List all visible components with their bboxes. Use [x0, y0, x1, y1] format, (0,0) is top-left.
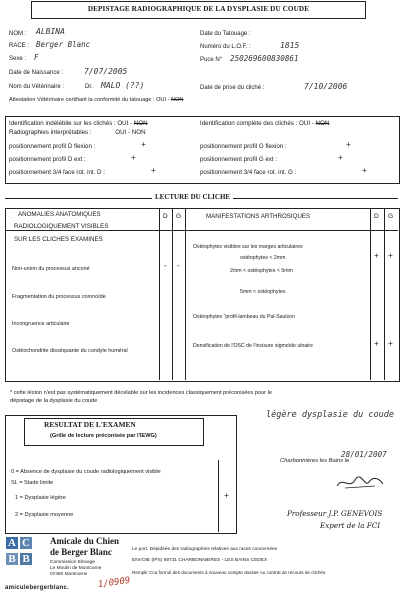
- race-value: Berger Blanc: [36, 40, 91, 49]
- logo-line1: Amicale du Chien: [50, 536, 120, 546]
- prise-label: Date de prise du cliché :: [200, 85, 265, 91]
- pos-left-value: +: [141, 140, 146, 149]
- signature-scribble: [335, 474, 385, 492]
- right-row-label: Ostéophytes "profil-lambeau du Pal-Saulson: [193, 314, 295, 320]
- right-row-label: Densification de l'OSC de l'incisure sigmoïde ulnaire: [193, 343, 313, 349]
- veterinaire-prefix: Dr.: [85, 84, 93, 90]
- header-divider: [5, 230, 398, 231]
- left-row-label: Ostéochondrite disséquante du condyle huméral: [12, 348, 128, 354]
- left-row-label: Fragmentation du processus coronoïde: [12, 294, 106, 300]
- lof-label: Numéro du L.O.F. :: [200, 44, 251, 50]
- interpretables-text: Radiographies interprétables :: [9, 129, 92, 136]
- col-divider-mid: [185, 208, 186, 380]
- lecture-heading: LECTURE DU CLICHE: [152, 193, 233, 201]
- ident-indelebile-text: Identification indélébile sur les clichés : OUI -: [9, 120, 133, 127]
- col-divider-right-g: [384, 208, 385, 380]
- pos-left-value: +: [131, 153, 136, 162]
- attestation-label: [9, 97, 183, 103]
- pos-left-label: positionnement 3/4 face rot. int. D :: [9, 169, 105, 176]
- right-row-label: 5mm < ostéophytes: [240, 289, 286, 295]
- right-row-g: +: [388, 339, 393, 348]
- nom-value: ALBINA: [36, 27, 65, 36]
- pos-left-row: [9, 143, 95, 150]
- footer-line2: ENVOIE (IPS) 69731 CHARBONNIERES - LES BAINS CEDEX: [132, 558, 268, 563]
- pos-right-row: [200, 143, 287, 150]
- footer-line3: Remplir Cca formul des documents à nouveau compte dossier ou contrat de recours de clichés: [132, 570, 326, 575]
- pos-left-label: positionnement profil D flexion :: [9, 143, 96, 150]
- right-row-label: 2mm < ostéophytes < 5mm: [230, 268, 293, 274]
- ident-complete-strike: NON: [315, 120, 330, 127]
- logo-sub3: 07450 Montcorne: [50, 572, 88, 577]
- resultat-item: SL = Stade limite: [11, 480, 54, 486]
- club-logo: [4, 535, 46, 583]
- attestation-value: NON: [171, 97, 184, 103]
- pos-right-value: +: [346, 140, 351, 149]
- col-divider-right-d: [370, 208, 371, 380]
- page-title: DEPISTAGE RADIOGRAPHIQUE DE LA DYSPLASIE DU COUDE: [87, 5, 310, 13]
- pos-right-label: positionnement profil G ext :: [200, 156, 278, 163]
- left-header-2: RADIOLOGIQUEMENT VISIBLES: [14, 223, 109, 230]
- naissance-value: 7/07/2005: [84, 67, 128, 76]
- sexe-label: Sexe :: [9, 56, 27, 62]
- col-divider-left-g: [172, 208, 173, 380]
- prise-value: 7/10/2006: [304, 82, 348, 91]
- pos-left-row: [9, 169, 105, 176]
- signature-name: Professeur J.P. GENEVOIS: [287, 509, 383, 518]
- logo-tile-b2: B: [20, 553, 32, 565]
- ident-complete-text: Identification complète des clichés : OUI -: [200, 120, 314, 127]
- handwritten-diagnosis: légère dysplasie du coude: [266, 410, 394, 420]
- pos-left-label: positionnement profil D ext :: [9, 156, 86, 163]
- signature-title: Expert de la FCI: [320, 521, 381, 530]
- left-row-label: Incongruence articulaire: [12, 321, 70, 327]
- logo-line2: de Berger Blanc: [50, 547, 112, 557]
- left-row-g: -: [176, 261, 181, 270]
- interpretables-value: OUI - NON: [115, 129, 146, 136]
- tatouage-label: Date du Tatouage :: [200, 31, 251, 37]
- logo-sub1: Commission Elevage: [50, 560, 96, 565]
- col-g-header: G: [176, 213, 182, 220]
- signature-date: 28/01/2007: [341, 450, 387, 459]
- footnote-line2: dépistage de la dysplasie du coude: [10, 398, 98, 404]
- ident-indelebile: [9, 120, 148, 127]
- interpretables: [9, 129, 146, 136]
- right-row-label: ostéophytes < 2mm: [240, 255, 286, 261]
- right-row-d: +: [374, 251, 379, 260]
- naissance-label: Date de Naissance :: [9, 70, 64, 76]
- lof-value: 1815: [280, 41, 300, 50]
- col-d-header: D: [163, 213, 168, 220]
- ident-complete: [200, 120, 329, 127]
- pos-right-row: [200, 156, 277, 163]
- pos-right-value: +: [338, 153, 343, 162]
- pos-left-value: +: [151, 166, 156, 175]
- left-row-label: Non-union du processus anconé: [12, 266, 90, 272]
- logo-tile-c: C: [20, 537, 32, 549]
- footnote-line1: * cette lésion n'est pas systématiquement décelable sur les incidences classiquement préconisées pour le: [10, 390, 272, 396]
- logo-tile-b1: B: [6, 553, 18, 565]
- right-header: MANIFESTATIONS ARTHROSIQUES: [206, 213, 311, 220]
- left-header-3: SUR LES CLICHES EXAMINES: [14, 236, 103, 243]
- footer-line1: Le port. Dépidéée des radiographies relatives aux races concernées: [132, 547, 278, 552]
- right-row-d: +: [374, 339, 379, 348]
- resultat-col-divider: [218, 460, 219, 532]
- pos-left-row: [9, 156, 86, 163]
- resultat-subtitle: (Grille de lecture préconisée par l'IEWG): [50, 433, 157, 439]
- logo-sub2: Le Moulin de Montcorne: [50, 566, 102, 571]
- pos-right-row: [200, 169, 296, 176]
- left-row-d: -: [163, 261, 168, 270]
- nom-label: NOM :: [9, 31, 27, 37]
- resultat-item: 0 = Absence de dysplasie du coude radiologiquement visible: [11, 469, 161, 475]
- signature-place: Charbonnières les Bains le: [280, 458, 350, 464]
- pos-right-label: positionnement 3/4 face rot. int. G :: [200, 169, 297, 176]
- attestation-text: Attestation Vétérinaire certifiant la conformité du tatouage : OUI -: [9, 97, 170, 103]
- resultat-mark: +: [224, 491, 229, 500]
- left-header-1: ANOMALIES ANATOMIQUES: [18, 211, 101, 218]
- sexe-value: F: [34, 53, 39, 62]
- resultat-item: 2 = Dysplasie moyenne: [15, 512, 74, 518]
- right-row-g: +: [388, 251, 393, 260]
- col-divider-left-d: [159, 208, 160, 380]
- veterinaire-value: MALO (??): [101, 81, 145, 90]
- pos-right-label: positionnement profil G flexion :: [200, 143, 287, 150]
- logo-tile-a: A: [6, 537, 18, 549]
- race-label: RACE :: [9, 43, 30, 49]
- ident-indelebile-strike: NON: [133, 120, 148, 127]
- col-d-header: D: [374, 213, 379, 220]
- logo-url: amiculebergerblanc.: [5, 585, 70, 591]
- pos-right-value: +: [362, 166, 367, 175]
- puce-value: 250269600830861: [230, 54, 299, 63]
- resultat-item: 1 = Dysplasie légère: [15, 495, 66, 501]
- veterinaire-label: Nom du Vétérinaire :: [9, 84, 65, 90]
- resultat-title: RESULTAT DE L'EXAMEN: [44, 420, 136, 429]
- logo-stamp: 1/0909: [97, 575, 132, 591]
- col-g-header: G: [388, 213, 394, 220]
- puce-label: Puce N°: [200, 57, 223, 63]
- right-row-label: Ostéophytes visibles sur les marges articulaires: [193, 244, 303, 250]
